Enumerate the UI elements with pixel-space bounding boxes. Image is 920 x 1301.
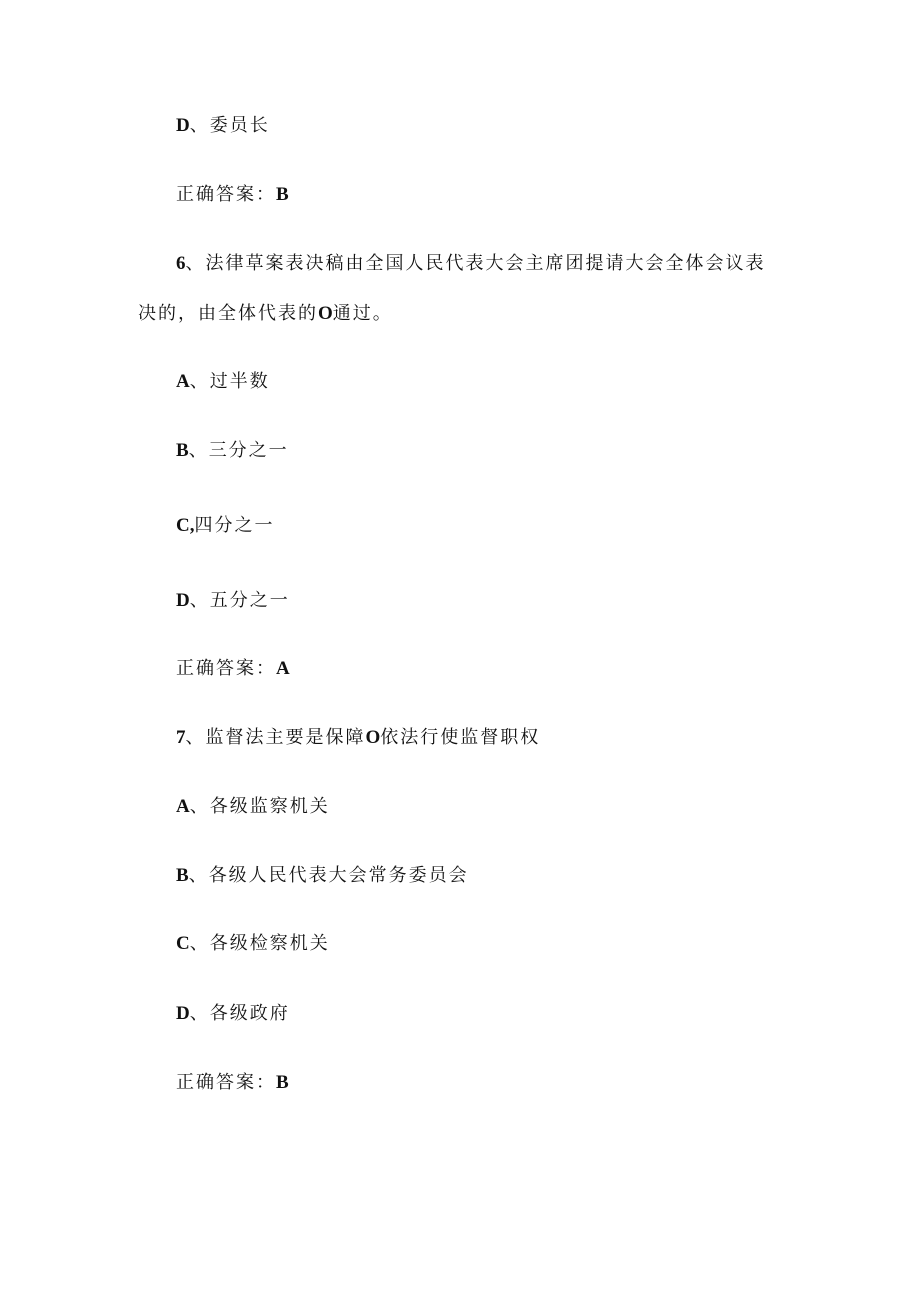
question-6-answer — [176, 657, 290, 681]
option-letter: C — [176, 933, 190, 954]
question-number: 7 — [176, 727, 186, 748]
option-text: 各级政府 — [209, 1003, 290, 1024]
option-text: 五分之一 — [209, 590, 290, 611]
option-separator: 、 — [189, 115, 210, 136]
option-separator: 、 — [189, 933, 210, 954]
question-number: 6 — [176, 253, 186, 274]
answer-label: 正确答案： — [176, 184, 276, 205]
option-text: 各级检察机关 — [209, 933, 330, 954]
question-stem-post: 通过。 — [332, 303, 393, 324]
option-letter: B — [176, 440, 189, 461]
answer-value: B — [276, 1072, 289, 1093]
question-separator: 、 — [185, 253, 206, 274]
option-letter: B — [176, 865, 189, 886]
question-blank: O — [318, 303, 333, 324]
question-stem: 法律草案表决稿由全国人民代表大会主席团提请大会全体会议表 — [205, 253, 766, 274]
question-6-option-c — [176, 514, 274, 538]
question-separator: 、 — [185, 727, 206, 748]
prev-option-d — [176, 114, 270, 138]
option-text: 各级人民代表大会常务委员会 — [208, 865, 469, 886]
question-7-option-c — [176, 932, 330, 956]
option-text: 委员长 — [209, 115, 270, 136]
question-7-stem — [176, 726, 540, 750]
question-6-stem-line2 — [138, 302, 393, 326]
answer-value: B — [276, 184, 289, 205]
prev-answer — [176, 183, 289, 207]
question-7-option-d — [176, 1002, 290, 1026]
option-letter: A — [176, 371, 190, 392]
question-stem-pre: 决的，由全体代表的 — [138, 303, 318, 324]
option-letter: C — [176, 515, 190, 536]
answer-value: A — [276, 658, 290, 679]
option-letter: D — [176, 590, 190, 611]
option-separator: 、 — [188, 865, 209, 886]
question-blank: O — [365, 727, 381, 748]
question-7-option-a — [176, 795, 330, 819]
question-7-answer — [176, 1071, 289, 1095]
option-separator: , — [189, 515, 195, 536]
option-separator: 、 — [188, 440, 209, 461]
question-7-option-b — [176, 864, 469, 888]
question-6-option-a — [176, 370, 270, 394]
option-separator: 、 — [189, 796, 210, 817]
question-6-option-d — [176, 589, 290, 613]
answer-label: 正确答案： — [176, 658, 276, 679]
question-6-stem-line1 — [176, 252, 766, 276]
option-separator: 、 — [189, 590, 210, 611]
option-letter: D — [176, 1003, 190, 1024]
option-letter: D — [176, 115, 190, 136]
answer-label: 正确答案： — [176, 1072, 276, 1093]
option-text: 过半数 — [209, 371, 270, 392]
option-text: 四分之一 — [194, 515, 275, 536]
option-separator: 、 — [189, 371, 210, 392]
option-letter: A — [176, 796, 190, 817]
option-text: 三分之一 — [208, 440, 289, 461]
question-stem-pre: 监督法主要是保障 — [205, 727, 366, 748]
question-stem-post: 依法行使监督职权 — [380, 727, 541, 748]
question-6-option-b — [176, 439, 289, 463]
option-separator: 、 — [189, 1003, 210, 1024]
option-text: 各级监察机关 — [209, 796, 330, 817]
